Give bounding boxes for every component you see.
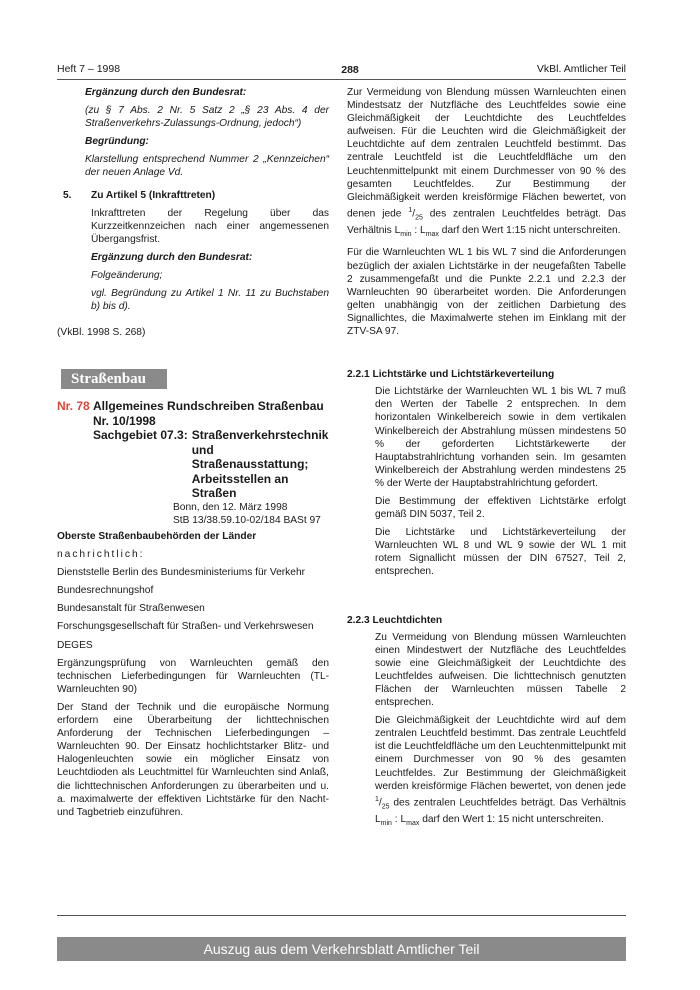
circular-number: Nr. 78 (57, 399, 90, 413)
date: Bonn, den 12. März 1998 (173, 502, 288, 513)
amendment-text-2b: vgl. Begründung zu Artikel 1 Nr. 11 zu Buchstaben b) bis d). (91, 288, 329, 313)
body-paragraph: Der Stand der Technik und die europäische Normung erfordern eine Überarbeitung der lichttechnischen Anforderung der Technischen Lieferbedingungen – Warnleuchten 90. Der Einsatz hochlichtstarker Blitz- und Halogenleuchten sowie ein möglicher Einsatz von Leuchtdioden als Leuchtmittel für Warnleuchten sind Anlaß, die lichttechnischen Anforderungen zu überarbeiten und u. a. maximalwerte der effektiven Lichtstärke für den Nacht- und Tagbetrieb einzuführen. (57, 701, 329, 818)
left-column-lower (57, 530, 329, 824)
paragraph-2-2-3-b: Die Gleichmäßigkeit der Leuchtdichte wird auf dem zentralen Leuchtfeld bestimmt. Das zentrale Leuchtfeld ist die Leuchtfeldfläche um den Leuchtenmittelpunkt mit einem Durchmesser von 90 % des gesamten Leuchtfeldes. Zur Bestimmung der Gleichmäßigkeit werden kreisförmige Flächen bewertet, von denen jede $^1/_{25}$ des zentralen Leuchtfeldes beträgt. Das Verhältnis $L_{min}$ : $L_{max}$ darf den Wert 1: 15 nicht unterschreiten. (375, 715, 626, 828)
article-title: Zu Artikel 5 (Inkrafttreten) (91, 189, 216, 201)
circular-title-block (57, 399, 329, 501)
heading-2-2-1: 2.2.1 Lichtstärke und Lichtstärkeverteilung (347, 369, 555, 381)
fraction-denominator: 25 (381, 803, 390, 811)
recipient: Bundesanstalt für Straßenwesen (57, 603, 205, 615)
text-segment: Zur Vermeidung von Blendung müssen Warnleuchten einen Mindestsatz der Nutzfläche des Leuchtfeldes sowie eine Gleichmäßigkeit der Leuchtdichte des Leuchtfeldes aufweisen. Für die Leuchten wird die Gleichmäßigkeit der Leuchtdichte auf dem zentralen Leuchtfeld bestimmt. Das zentrale Leuchtfeld ist die Leuchtfeldfläche um den Leuchtenmittelpunkt mit einem Durchmesser von 90 % des gesamten Leuchtfeldes. Zur Bestimmung der Gleichmäßigkeit werden kreisförmige Flächen bewertet, von denen jede (347, 87, 626, 220)
nachrichtlich-label: nachrichtlich: (57, 549, 145, 561)
article-number: 5. (63, 189, 72, 201)
right-paragraph-1: Zur Vermeidung von Blendung müssen Warnleuchten einen Mindestsatz der Nutzfläche des Leuchtfeldes sowie eine Gleichmäßigkeit der Leuchtdichte des Leuchtfeldes aufweisen. Für die Leuchten wird die Gleichmäßigkeit der Leuchtdichte auf dem zentralen Leuchtfeld bestimmt. Das zentrale Leuchtfeld ist die Leuchtfeldfläche um den Leuchtenmittelpunkt mit einem Durchmesser von 90 % des gesamten Leuchtfeldes. Zur Bestimmung der Gleichmäßigkeit werden kreisförmige Flächen bewertet, von denen jede $^1/_{25}$ des zentralen Leuchtfeldes beträgt. Das Verhältnis $L_{min}$ : $L_{max}$ darf den Wert 1:15 nicht unterschreiten. (347, 87, 627, 239)
circular-title: Allgemeines Rundschreiben Straßenbau Nr. 10/1998 (93, 399, 324, 428)
file-reference: StB 13/38.59.10-02/184 BASt 97 (173, 515, 321, 527)
footer-banner: Auszug aus dem Verkehrsblatt Amtlicher Teil (57, 937, 626, 961)
page-number: 288 (341, 64, 359, 76)
left-column-upper (57, 86, 329, 344)
recipient: Bundesrechnungshof (57, 585, 154, 597)
recipient: DEGES (57, 639, 93, 651)
paragraph-2-2-3-a: Zu Vermeidung von Blendung müssen Warnleuchten einen Mindestwert der Nutzfläche des Leuchtfeldes sowie eine Gleichmäßigkeit der Leuchtdichte des Leuchtfeldes aufweisen. Die lichttechnisch genutzten Flächen der Warnleuchten müssen Tabelle 2 entsprechen. (375, 631, 626, 709)
subscript-max: max (406, 820, 420, 828)
subscript-max: max (425, 231, 439, 239)
sachgebiet-label: Sachgebiet 07.3: (93, 428, 188, 442)
recipient: Dienststelle Berlin des Bundesministeriums für Verkehr (57, 567, 306, 579)
recipient: Forschungsgesellschaft für Straßen- und Verkehrswesen (57, 621, 314, 633)
article-text: Inkrafttreten der Regelung über das Kurzzeitkennzeichen nach einer angemessenen Übergangsfrist. (91, 207, 329, 245)
fraction-numerator: 1 (375, 795, 379, 803)
header-issue: Heft 7 – 1998 (57, 63, 121, 75)
amendment-heading-2: Ergänzung durch den Bundesrat: (91, 251, 253, 263)
text-segment: Die Gleichmäßigkeit der Leuchtdichte wird auf dem zentralen Leuchtfeld bestimmt. Das zentrale Leuchtfeld ist die Leuchtfeldfläche um den Leuchtenmittelpunkt mit einem Durchmesser von 90 % des gesamten Leuchtfeldes. Zur Bestimmung der Gleichmäßigkeit werden kreisförmige Flächen bewertet, von denen jede (375, 715, 626, 792)
subscript-min: min (400, 231, 412, 239)
right-column (347, 86, 626, 835)
subscript-min: min (380, 820, 392, 828)
source-reference: (VkBl. 1998 S. 268) (57, 327, 146, 339)
dateline (173, 501, 321, 527)
article-5 (57, 189, 329, 319)
heading-2-2-3: 2.2.3 Leuchtdichten (347, 614, 443, 626)
paragraph-2-2-1-c: Die Lichtstärke und Lichtstärkeverteilung der Warnleuchten WL 8 und WL 9 sowie der WL 1 mit rotem Signallicht müssen der DIN 67527, Teil 2, entsprechen. (375, 527, 626, 578)
section-label: Straßenbau (61, 369, 167, 389)
right-paragraph-2: Für die Warnleuchten WL 1 bis WL 7 sind die Anforderungen bezüglich der axialen Lichtstärke in der neugefaßten Tabelle 2 zusammengefaßt und die Punkte 2.2.1 und 2.2.3 der Warnleuchten 90 überarbeitet worden. Die Anforderungen gelten unabhängig von der zeitlichen Darbietung des Signallichtes, die Maximalwerte stehen im Einklang mit der ZTV-SA 97. (347, 247, 626, 338)
justification-text: Klarstellung entsprechend Nummer 2 „Kennzeichen“ der neuen Anlage Vd. (85, 154, 329, 179)
text-segment: : L (394, 814, 407, 826)
subject-paragraph: Ergänzungsprüfung von Warnleuchten gemäß den technischen Lieferbedingungen für Warnleuchten (TL-Warnleuchten 90) (57, 657, 329, 695)
text-segment: des zentralen Leuchtfeldes beträgt. Das Verhältnis L (347, 208, 627, 237)
paragraph-2-2-1-a: Die Lichtstärke der Warnleuchten WL 1 bis WL 7 muß den Werten der Tabelle 2 entsprechen. In dem horizontalen Winkelbereich sowie in dem vertikalen Winkelbereich der Abstrahlung müssen mindestens 50 % der geforderten Lichtstärkewerte der Hauptabstrahlrichtung vorhanden sein. Im gesamten Winkelbereich der Abstrahlung werden mindestens 25 % der Werte der Hauptabstrahlrichtung gefordert. (375, 386, 626, 489)
fraction-denominator: 25 (415, 214, 423, 222)
justification-heading: Begründung: (85, 136, 149, 148)
amendment-heading: Ergänzung durch den Bundesrat: (85, 87, 247, 98)
addressee: Oberste Straßenbaubehörden der Länder (57, 531, 257, 542)
paragraph-2-2-1-b: Die Bestimmung der effektiven Lichtstärke erfolgt gemäß DIN 5037, Teil 2. (375, 495, 626, 521)
text-segment: : L (414, 225, 426, 237)
text-segment: darf den Wert 1:15 nicht unterschreiten. (441, 225, 621, 237)
header-publication: VkBl. Amtlicher Teil (536, 63, 626, 75)
amendment-text-2a: Folgeänderung; (91, 270, 163, 282)
text-segment: des zentralen Leuchtfeldes beträgt. Das Verhältnis L (375, 797, 626, 826)
fraction-numerator: 1 (408, 206, 413, 214)
text-segment: darf den Wert 1: 15 nicht unterschreiten. (422, 814, 604, 826)
footer-rule (57, 915, 626, 916)
amendment-text: (zu § 7 Abs. 2 Nr. 5 Satz 2 „§ 23 Abs. 4 der Straßenverkehrs-Zulassungs-Ordnung, jedoch“) (85, 105, 329, 130)
header-rule (57, 79, 626, 80)
sachgebiet-text: Straßenverkehrstechnik und Straßenausstattung; Arbeitsstellen an Straßen (191, 428, 329, 500)
